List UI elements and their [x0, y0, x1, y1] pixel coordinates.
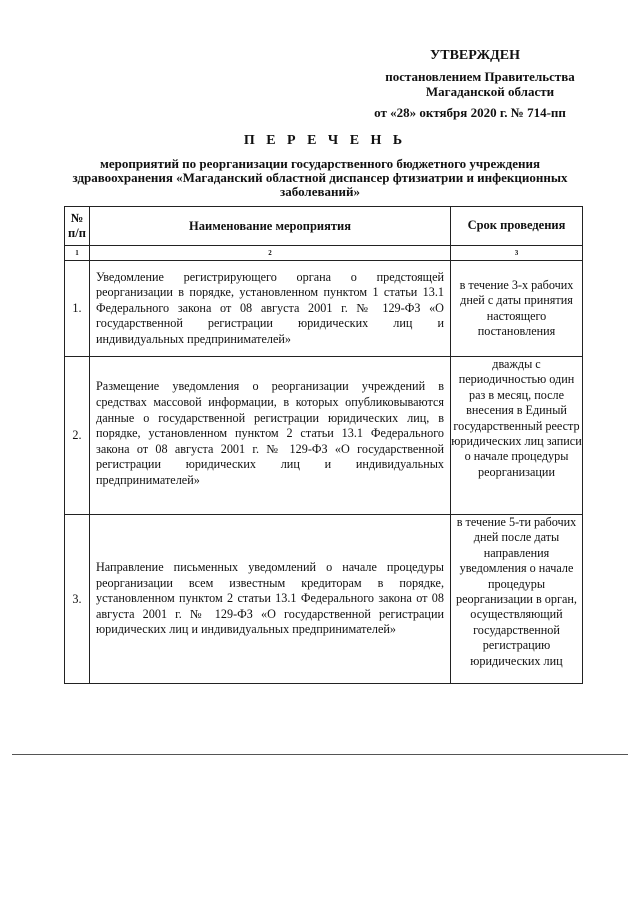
row-name: Размещение уведомления о реорганизации учреждений в средствах массовой информации, в которых опубликовываются данные о государственной регистрации юридических лиц, в порядке, установленном пунктом 2 статьи 13.1 Федерального закона от 08 августа 2001 г. № 129-ФЗ «О государственной регистрации юридических лиц и индивидуальных предпринимателей» [96, 379, 444, 487]
approval-line-1: постановлением Правительства [385, 69, 575, 84]
approval-block [300, 48, 620, 120]
table-header-row [65, 207, 583, 246]
row-num: 3. [65, 515, 90, 684]
header-name: Наименование мероприятия [90, 207, 451, 246]
document-title: П Е Р Е Ч Е Н Ь [243, 133, 407, 148]
document-subtitle: мероприятий по реорганизации государственного бюджетного учреждения здравоохранения «Магаданский областной диспансер фтизиатрии и инфекционных заболеваний» [72, 156, 568, 199]
column-numbers-row [65, 246, 583, 261]
header-num: № п/п [65, 207, 90, 246]
table-row [65, 357, 583, 515]
row-term: дважды с периодичностью один раз в месяц, после внесения в Единый государственный реестр юридических лиц записи о начале процедуры реорганизации [451, 357, 583, 515]
table-row [65, 261, 583, 357]
row-term: в течение 5-ти рабочих дней после даты направления уведомления о начале процедуры реорганизации в орган, осуществляющий государственной регистрацию юридических лиц [451, 515, 583, 684]
page-footer-divider [12, 754, 628, 755]
row-num: 2. [65, 357, 90, 515]
document-title-block [60, 133, 580, 199]
row-term: в течение 3-х рабочих дней с даты принятия настоящего постановления [451, 261, 583, 357]
approval-heading: УТВЕРЖДЕН [429, 48, 521, 63]
approval-line-3: от «28» октября 2020 г. № 714-пп [374, 105, 566, 120]
approval-line-2: Магаданской области [425, 84, 555, 99]
table-row [65, 515, 583, 684]
column-number-1: 1 [65, 246, 90, 261]
column-number-3: 3 [451, 246, 583, 261]
column-number-2: 2 [90, 246, 451, 261]
row-name: Уведомление регистрирующего органа о предстоящей реорганизации в порядке, установленном пунктом 1 статьи 13.1 Федерального закона от 08 августа 2001 г. № 129-ФЗ «О государственной регистрации юридических лиц и индивидуальных предпринимателей» [96, 269, 444, 346]
measures-table [64, 206, 583, 684]
row-name-cell [90, 357, 451, 515]
row-name-cell [90, 515, 451, 684]
row-num: 1. [65, 261, 90, 357]
row-name-cell [90, 261, 451, 357]
row-name: Направление письменных уведомлений о начале процедуры реорганизации всем известным кредиторам в порядке, установленном пунктом 2 статьи 13.1 Федерального закона от 08 августа 2001 г. № 129-ФЗ «О государственной регистрации юридических лиц и индивидуальных предпринимателей» [96, 560, 444, 637]
header-term: Срок проведения [451, 207, 583, 246]
